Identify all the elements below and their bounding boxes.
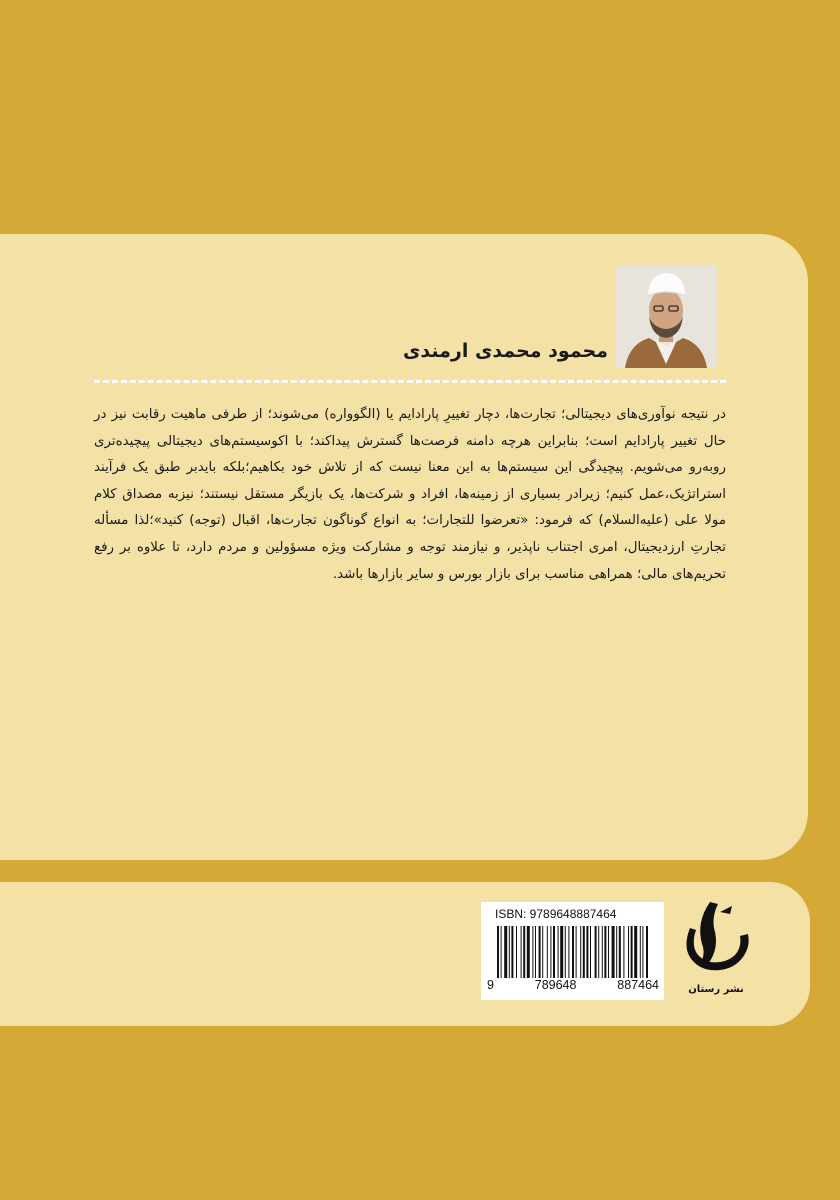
barcode-bar [511,926,513,978]
barcode-bar [590,926,591,978]
barcode-bar [501,926,502,978]
barcode-bar [550,926,551,978]
barcode-bar [497,926,499,978]
publisher-name: نشر رستان [688,984,744,995]
author-name: محمود محمدی ارمندی [402,340,608,362]
barcode-bar [547,926,548,978]
barcode-bar [504,926,507,978]
barcode-bar [527,926,530,978]
book-description: در نتیجه نوآوری‌های دیجیتالی؛ تجارت‌ها، دچار تغییرِ پارادایم یا (الگوواره) می‌شوند؛ از طرفی ماهیت رقابت نیز در حال تغییر پارادایم است؛ بنابراین هرچه دامنه فرصت‌ها گسترش پیداکند؛ با اکوسیستم‌های دیجیتالی پیچیده‌تری روبه‌رو می‌شویم. پیچیدگی این سیستم‌ها به این معنا نیست که از تلاش خود بکاهیم؛بلکه بایدبر طبق یک فرآیند استراتژیک،عمل کنیم؛ زیرادر بسیاری از زمینه‌ها، افراد و شرکت‌ها، یک بازیگر مستقل نیستند؛ نیزبه مصداق کلام مولا علی (علیه‌السلام) که فرمود: «تعرضوا للتجارات؛ به انواع گوناگون تجارت‌ها، اقبال (توجه) کنید»؛لذا مسأله تجارتِ ارزدیجیتال، امری اجتناب ناپذیر، و نیازمند توجه و مشارکت ویژه مسؤولین و مردم دارد، تا علاوه بر رفع تحریم‌های مالی؛ همراهی مناسب برای بازار بورس و سایر بازارها باشد. [94,407,726,582]
barcode-bar [608,926,609,978]
barcode-bar [553,926,555,978]
barcode-bar [516,926,517,978]
barcode-bar [560,926,563,978]
isbn-barcode-box [481,902,664,1000]
barcode-bar [612,926,615,978]
barcode-bar [646,926,648,978]
barcode-bar [602,926,603,978]
barcode-bar [586,926,588,978]
publisher-logo-icon [680,898,752,976]
barcode-bar [628,926,629,978]
barcode-bar [509,926,510,978]
author-portrait-icon [615,266,717,368]
barcode-bar [558,926,559,978]
barcode-bar [640,926,641,978]
barcode-bar [521,926,522,978]
barcode-bar [580,926,581,978]
barcode-digit-group-1: 789648 [534,978,577,992]
barcode-bar [616,926,617,978]
barcode-bar [619,926,621,978]
barcode-bar [604,926,606,978]
isbn-label: ISBN: 9789648887464 [495,907,617,921]
barcode-bar [539,926,541,978]
barcode-bar [565,926,566,978]
barcode-digit-group-2: 887464 [617,978,659,992]
barcode-bar [535,926,536,978]
barcode-bar [595,926,597,978]
barcode-digits [487,978,659,992]
barcode-bar [583,926,585,978]
barcode-bar [642,926,643,978]
barcode-bar [576,926,577,978]
dashed-divider [94,380,726,383]
barcode-bar [631,926,633,978]
barcode-digit-lead: 9 [487,978,494,992]
barcode-bar [523,926,525,978]
barcode-icon [497,926,649,978]
author-photo [615,266,717,368]
barcode-bar [542,926,543,978]
barcode-bar [634,926,637,978]
barcode-bar [532,926,533,978]
barcode-bar [598,926,599,978]
barcode-bar [572,926,574,978]
barcode-bar [623,926,624,978]
barcode-bar [568,926,569,978]
